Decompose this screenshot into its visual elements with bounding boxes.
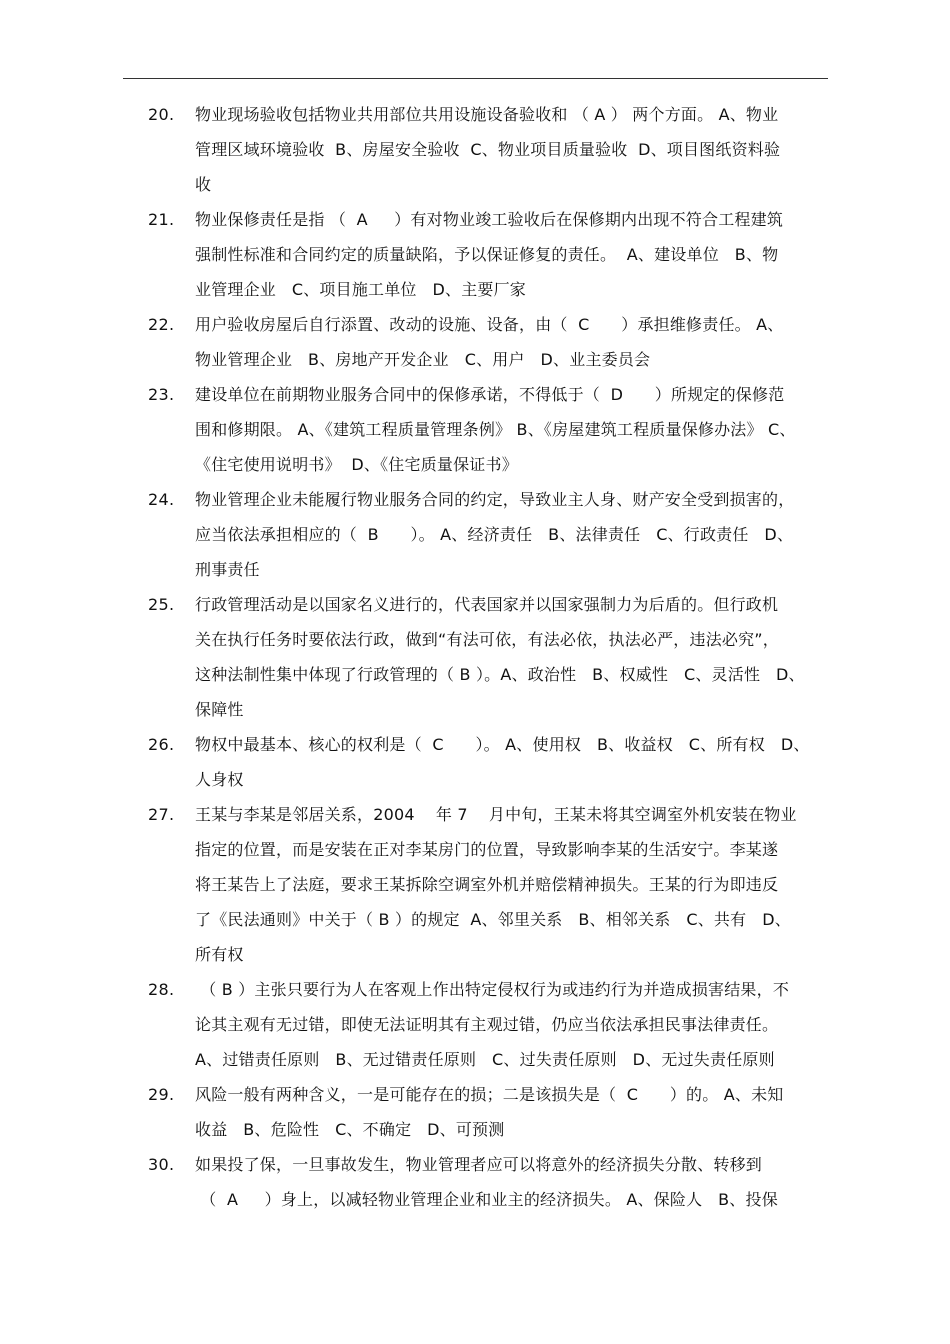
question-item xyxy=(0,1147,950,1217)
header-rule xyxy=(123,78,828,79)
question-text-line: 业管理企业 C、项目施工单位 D、主要厂家 xyxy=(195,280,527,299)
question-item xyxy=(0,1077,950,1147)
question-number: 30. xyxy=(148,1155,175,1174)
question-text-line: 管理区域环境验收 B、房屋安全验收 C、物业项目质量验收 D、项目图纸资料验 xyxy=(195,140,781,159)
question-text-line: 物业保修责任是指 （ A ）有对物业竣工验收后在保修期内出现不符合工程建筑 xyxy=(195,210,784,229)
question-text-line: 《住宅使用说明书》 D、《住宅质量保证书》 xyxy=(195,455,518,474)
question-text-line: 保障性 xyxy=(195,700,244,719)
question-text-line: 指定的位置，而是安装在正对李某房门的位置，导致影响李某的生活安宁。李某遂 xyxy=(195,840,779,859)
question-number: 24. xyxy=(148,490,175,509)
question-text xyxy=(195,1147,835,1217)
question-text-line: 王某与李某是邻居关系，2004 年 7 月中旬，王某未将其空调室外机安装在物业 xyxy=(195,805,797,824)
question-text xyxy=(195,587,835,727)
question-text-line: 行政管理活动是以国家名义进行的，代表国家并以国家强制力为后盾的。但行政机 xyxy=(195,595,779,614)
question-item xyxy=(0,377,950,482)
question-number: 26. xyxy=(148,735,175,754)
question-item xyxy=(0,972,950,1077)
question-text-line: 风险一般有两种含义，一是可能存在的损；二是该损失是（ C ）的。 A、未知 xyxy=(195,1085,784,1104)
question-text-line: 将王某告上了法庭，要求王某拆除空调室外机并赔偿精神损失。王某的行为即违反 xyxy=(195,875,779,894)
question-item xyxy=(0,587,950,727)
question-number: 27. xyxy=(148,805,175,824)
question-text xyxy=(195,727,835,797)
question-text-line: 应当依法承担相应的（ B ）。 A、经济责任 B、法律责任 C、行政责任 D、 xyxy=(195,525,794,544)
question-text-line: 这种法制性集中体现了行政管理的（ B ）。A、政治性 B、权威性 C、灵活性 D、 xyxy=(195,665,805,684)
question-number: 20. xyxy=(148,105,175,124)
question-number: 23. xyxy=(148,385,175,404)
question-item xyxy=(0,797,950,972)
question-number: 29. xyxy=(148,1085,175,1104)
question-text xyxy=(195,1077,835,1147)
question-text-line: 物权中最基本、核心的权利是（ C ）。 A、使用权 B、收益权 C、所有权 D、 xyxy=(195,735,810,754)
question-text-line: 所有权 xyxy=(195,945,244,964)
question-text-line: 强制性标准和合同约定的质量缺陷，予以保证修复的责任。 A、建设单位 B、物 xyxy=(195,245,779,264)
question-text-line: 了《民法通则》中关于（ B ）的规定 A、邻里关系 B、相邻关系 C、共有 D、 xyxy=(195,910,791,929)
question-number: 28. xyxy=(148,980,175,999)
question-item xyxy=(0,97,950,202)
question-text-line: 收 xyxy=(195,175,212,194)
question-text xyxy=(195,97,835,202)
question-item xyxy=(0,307,950,377)
question-text xyxy=(195,377,835,482)
question-text xyxy=(195,307,835,377)
question-item xyxy=(0,482,950,587)
question-text-line: （ A ）身上，以减轻物业管理企业和业主的经济损失。 A、保险人 B、投保 xyxy=(195,1190,778,1209)
question-text-line: 物业现场验收包括物业共用部位共用设施设备验收和 （ A ） 两个方面。 A、物业 xyxy=(195,105,779,124)
question-text-line: 收益 B、危险性 C、不确定 D、可预测 xyxy=(195,1120,505,1139)
question-item xyxy=(0,727,950,797)
question-text xyxy=(195,202,835,307)
question-item xyxy=(0,202,950,307)
question-text-line: 刑事责任 xyxy=(195,560,260,579)
question-text-line: 建设单位在前期物业服务合同中的保修承诺，不得低于（ D ）所规定的保修范 xyxy=(195,385,785,404)
question-text-line: 围和修期限。 A、《建筑工程质量管理条例》 B、《房屋建筑工程质量保修办法》 C、 xyxy=(195,420,796,439)
question-text xyxy=(195,482,835,587)
question-text-line: 如果投了保，一旦事故发生，物业管理者应可以将意外的经济损失分散、转移到 xyxy=(195,1155,763,1174)
question-number: 22. xyxy=(148,315,175,334)
question-number: 25. xyxy=(148,595,175,614)
question-list xyxy=(0,97,950,1217)
question-text-line: 物业管理企业未能履行物业服务合同的约定，导致业主人身、财产安全受到损害的， xyxy=(195,490,795,509)
question-text xyxy=(195,797,835,972)
question-text-line: （ B ）主张只要行为人在客观上作出特定侵权行为或违约行为并造成损害结果，不 xyxy=(195,980,790,999)
question-text-line: 人身权 xyxy=(195,770,244,789)
question-text-line: 论其主观有无过错，即使无法证明其有主观过错，仍应当依法承担民事法律责任。 xyxy=(195,1015,779,1034)
question-text-line: 关在执行任务时要依法行政，做到“有法可依，有法必依，执法必严，违法必究”， xyxy=(195,630,779,649)
question-text-line: 物业管理企业 B、房地产开发企业 C、用户 D、业主委员会 xyxy=(195,350,651,369)
question-text-line: A、过错责任原则 B、无过错责任原则 C、过失责任原则 D、无过失责任原则 xyxy=(195,1050,775,1069)
question-text xyxy=(195,972,835,1077)
question-text-line: 用户验收房屋后自行添置、改动的设施、设备，由（ C ）承担维修责任。 A、 xyxy=(195,315,784,334)
question-number: 21. xyxy=(148,210,175,229)
